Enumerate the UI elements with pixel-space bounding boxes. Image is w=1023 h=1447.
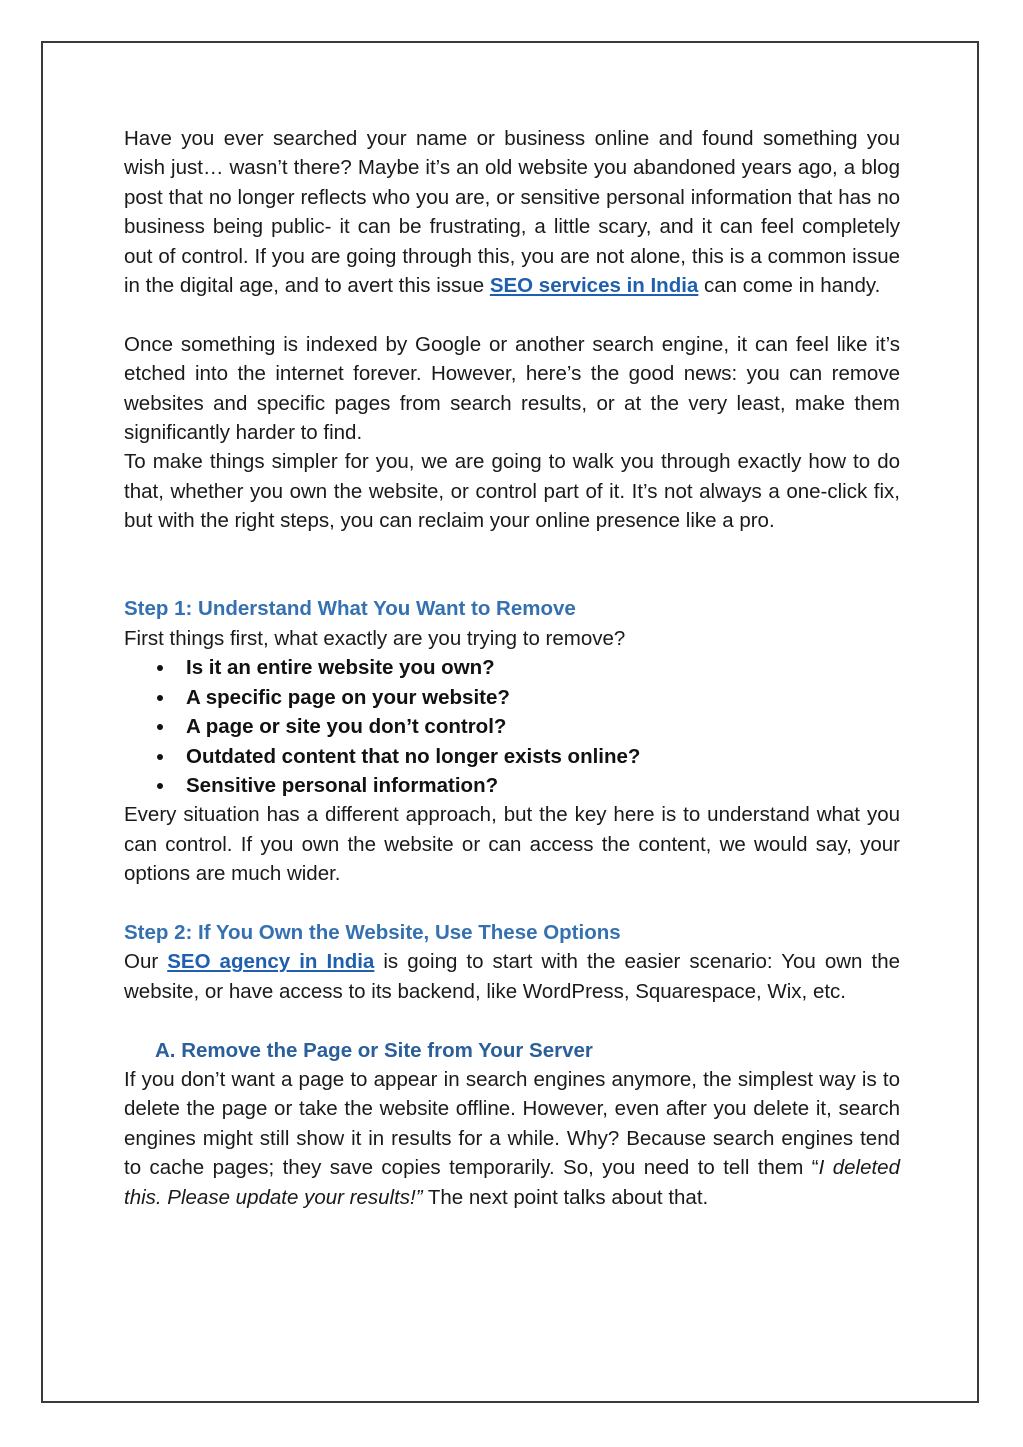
intro-tail: can come in handy. <box>698 274 881 298</box>
step2-lead-paragraph <box>124 947 900 1006</box>
spacer <box>124 300 900 329</box>
seo-agency-link[interactable]: SEO agency in India <box>167 950 375 974</box>
list-item-text: A page or site you don’t control? <box>186 715 507 739</box>
spacer <box>124 1006 900 1035</box>
sub-a-heading: A. Remove the Page or Site from Your Server <box>155 1038 593 1062</box>
sub-a-tail: The next point talks about that. <box>422 1185 709 1209</box>
list-item <box>124 771 900 800</box>
walkthrough-paragraph: To make things simpler for you, we are going to walk you through exactly how to do that, whether you own the website, or control part of it. It’s not always a one-click fix, but with the right steps, you can reclaim your online presence like a pro. <box>124 450 900 533</box>
list-item-text: Outdated content that no longer exists online? <box>186 744 641 768</box>
bullet-icon <box>157 695 163 701</box>
list-item-text: Is it an entire website you own? <box>186 656 495 680</box>
step2-heading: Step 2: If You Own the Website, Use These Options <box>124 920 621 944</box>
spacer <box>124 889 900 918</box>
step1-heading: Step 1: Understand What You Want to Remove <box>124 597 576 621</box>
list-item <box>124 742 900 771</box>
sub-a-text: If you don’t want a page to appear in search engines anymore, the simplest way is to delete the page or take the website offline. However, even after you delete it, search engines might still show it in results for a while. Why? Because search engines tend to cache pages; they save copies temporarily. So, you need to tell them “ <box>124 1067 900 1180</box>
list-item <box>124 712 900 741</box>
document-body <box>124 124 900 1212</box>
step1-after-paragraph: Every situation has a different approach, but the key here is to understand what you can control. If you own the website or can access the content, we would say, your options are much wider. <box>124 803 900 886</box>
step1-bullet-list <box>124 653 900 800</box>
bullet-icon <box>157 783 163 789</box>
sub-a-paragraph <box>124 1065 900 1212</box>
sub-a-quote: I deleted this. Please update your results!” <box>124 1156 900 1209</box>
step2-lead-post: is going to start with the easier scenario: You own the website, or have access to its backend, like WordPress, Squarespace, Wix, etc. <box>124 950 900 1003</box>
intro-paragraph <box>124 124 900 300</box>
bullet-icon <box>157 754 163 760</box>
list-item-text: Sensitive personal information? <box>186 773 499 797</box>
list-item <box>124 683 900 712</box>
list-item-text: A specific page on your website? <box>186 685 510 709</box>
step1-lead: First things first, what exactly are you trying to remove? <box>124 626 626 650</box>
step2-lead-pre: Our <box>124 950 168 974</box>
indexed-paragraph: Once something is indexed by Google or another search engine, it can feel like it’s etched into the internet forever. However, here’s the good news: you can remove websites and specific pages from search results, or at the very least, make them significantly harder to find. <box>124 332 900 445</box>
bullet-icon <box>157 665 163 671</box>
spacer <box>124 536 900 595</box>
seo-services-link[interactable]: SEO services in India <box>489 274 699 298</box>
intro-text: Have you ever searched your name or business online and found something you wish just… wasn’t there? Maybe it’s an old website you abandoned years ago, a blog post that no longer reflects who you are, or sensitive personal information that has no business being public- it can be frustrating, a little scary, and it can feel completely out of control. If you are going through this, you are not alone, this is a common issue in the digital age, and to avert this issue <box>124 127 900 298</box>
list-item <box>124 653 900 682</box>
bullet-icon <box>157 724 163 730</box>
